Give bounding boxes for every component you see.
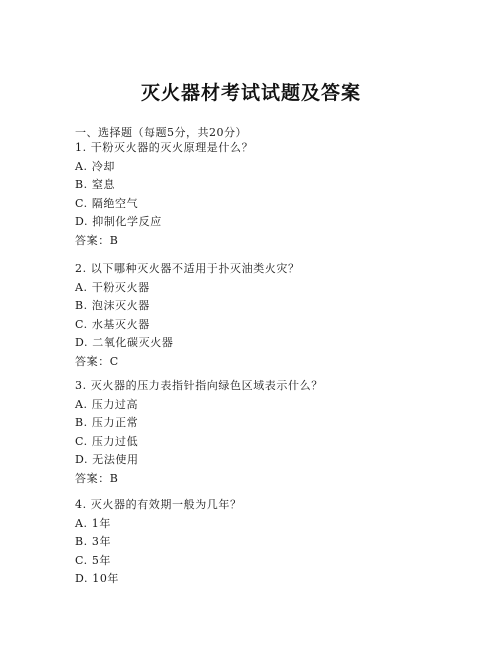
option-d: D. 二氧化碳灭火器 [75, 336, 174, 350]
question-stem: 4. 灭火器的有效期一般为几年？ [75, 498, 242, 511]
question-block [75, 139, 435, 251]
option-b: B. 3年 [75, 535, 112, 549]
question-stem: 2. 以下哪种灭火器不适用于扑灭油类火灾？ [75, 262, 300, 275]
option-b: B. 压力正常 [75, 416, 139, 430]
option-a: A. 干粉灭火器 [75, 280, 150, 294]
answer-line: 答案：C [75, 354, 119, 368]
option-c: C. 压力过低 [75, 434, 139, 448]
question-block [75, 496, 435, 589]
option-a: A. 压力过高 [75, 397, 139, 411]
question-stem: 1. 干粉灭火器的灭火原理是什么？ [75, 141, 254, 154]
answer-line: 答案：B [75, 471, 119, 485]
question-block [75, 260, 435, 372]
option-b: B. 窒息 [75, 178, 116, 192]
option-a: A. 1年 [75, 516, 111, 530]
option-c: C. 5年 [75, 553, 112, 567]
question-stem: 3. 灭火器的压力表指针指向绿色区域表示什么？ [75, 379, 323, 392]
option-d: D. 10年 [75, 572, 120, 586]
option-c: C. 水基灭火器 [75, 317, 150, 331]
option-d: D. 抑制化学反应 [75, 215, 162, 229]
option-d: D. 无法使用 [75, 453, 139, 467]
section-heading: 一、选择题（每题5分，共20分） [75, 126, 247, 139]
question-block [75, 377, 435, 489]
document-title: 灭火器材考试试题及答案 [140, 82, 361, 104]
option-a: A. 冷却 [75, 159, 115, 173]
option-b: B. 泡沫灭火器 [75, 299, 150, 313]
answer-line: 答案：B [75, 233, 119, 247]
option-c: C. 隔绝空气 [75, 196, 139, 210]
